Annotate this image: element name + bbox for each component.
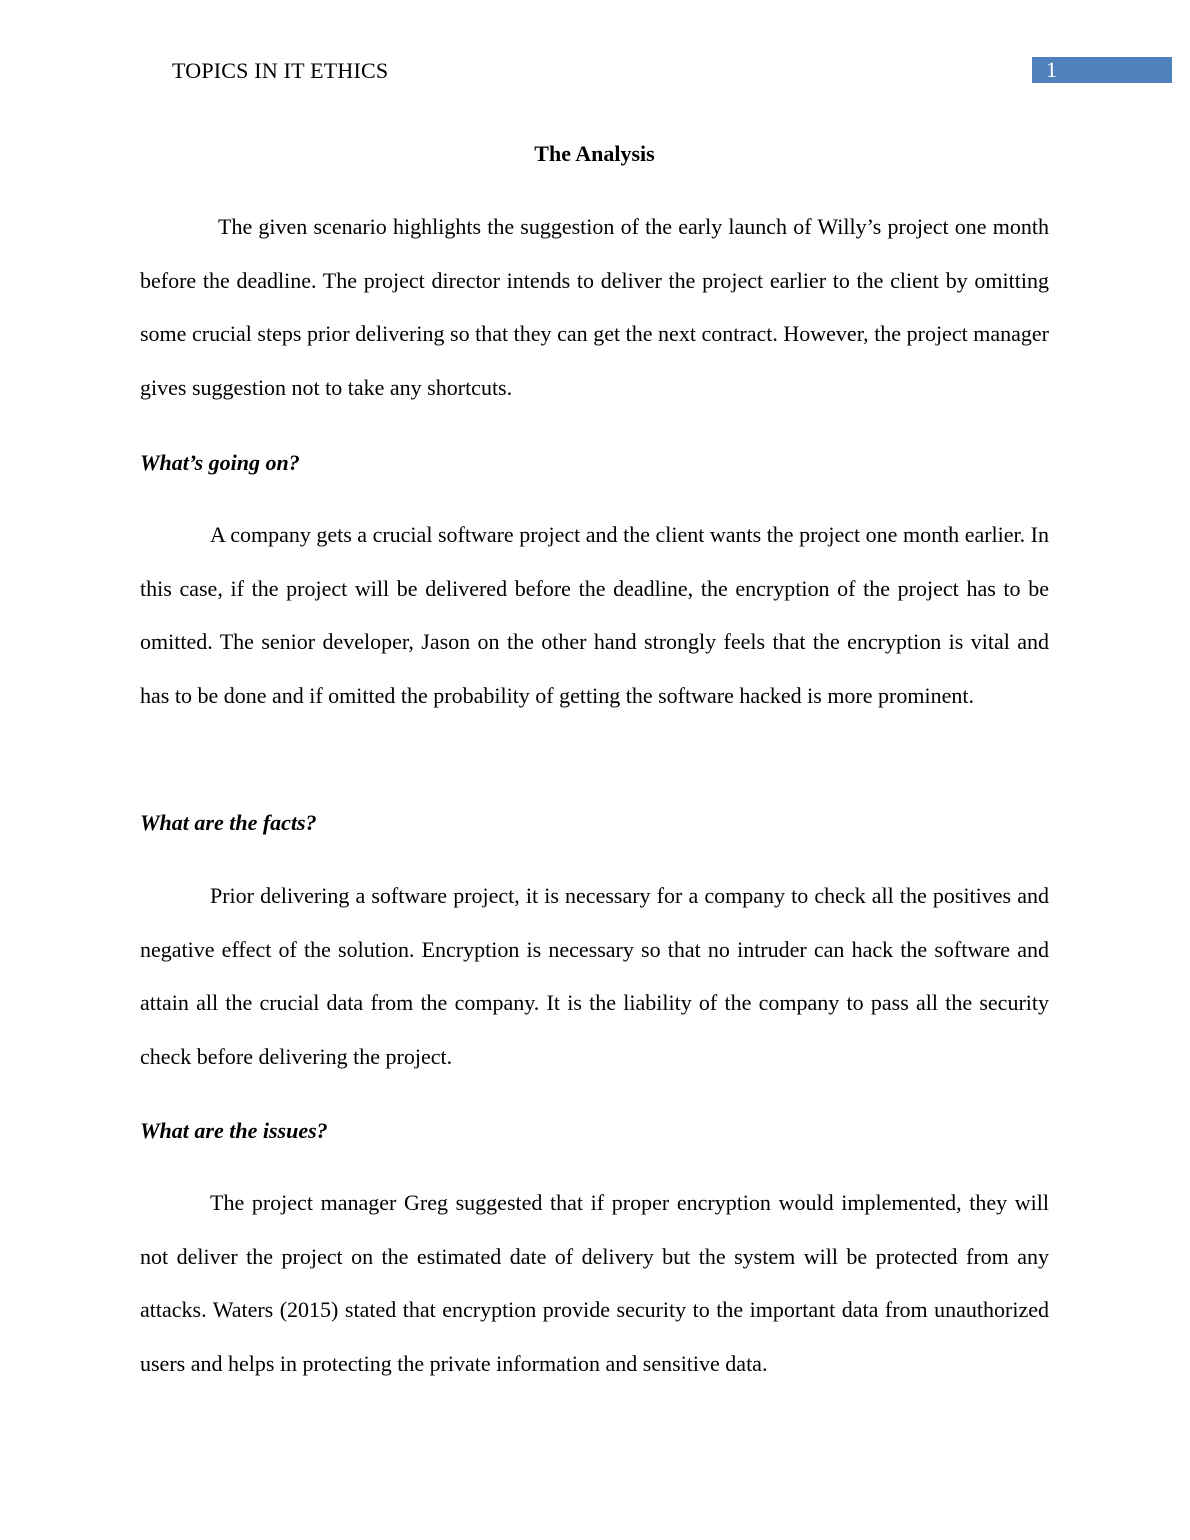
section-paragraph: The project manager Greg suggested that if proper encryption would implemented, they will not deliver the project on the estimated date of delivery but the system will be protected from any attacks. Waters (2015) stated that encryption provide security to the important data from unauthorized users and helps in protecting the private information and sensitive data. xyxy=(140,1190,1049,1377)
section-paragraph: A company gets a crucial software project and the client wants the project one month earlier. In this case, if the project will be delivered before the deadline, the encryption of the project has to be omitted. The senior developer, Jason on the other hand strongly feels that the encryption is vital and has to be done and if omitted the probability of getting the software hacked is more prominent. xyxy=(140,522,1049,709)
section-paragraph: Prior delivering a software project, it is necessary for a company to check all the positives and negative effect of the solution. Encryption is necessary so that no intruder can hack the software and attain all the crucial data from the company. It is the liability of the company to pass all the security check before delivering the project. xyxy=(140,883,1049,1070)
page-number-box xyxy=(1032,57,1172,83)
intro-paragraph: The given scenario highlights the suggestion of the early launch of Willy’s project one month before the deadline. The project director intends to deliver the project earlier to the client by omitting some crucial steps prior delivering so that they can get the next contract. However, the project manager gives suggestion not to take any shortcuts. xyxy=(140,214,1049,401)
section-heading: What are the issues? xyxy=(140,1118,328,1143)
section-heading: What’s going on? xyxy=(140,450,300,475)
page-title: The Analysis xyxy=(534,141,655,166)
page-number: 1 xyxy=(1046,57,1057,82)
section-heading: What are the facts? xyxy=(140,810,317,835)
running-head: TOPICS IN IT ETHICS xyxy=(172,58,389,83)
